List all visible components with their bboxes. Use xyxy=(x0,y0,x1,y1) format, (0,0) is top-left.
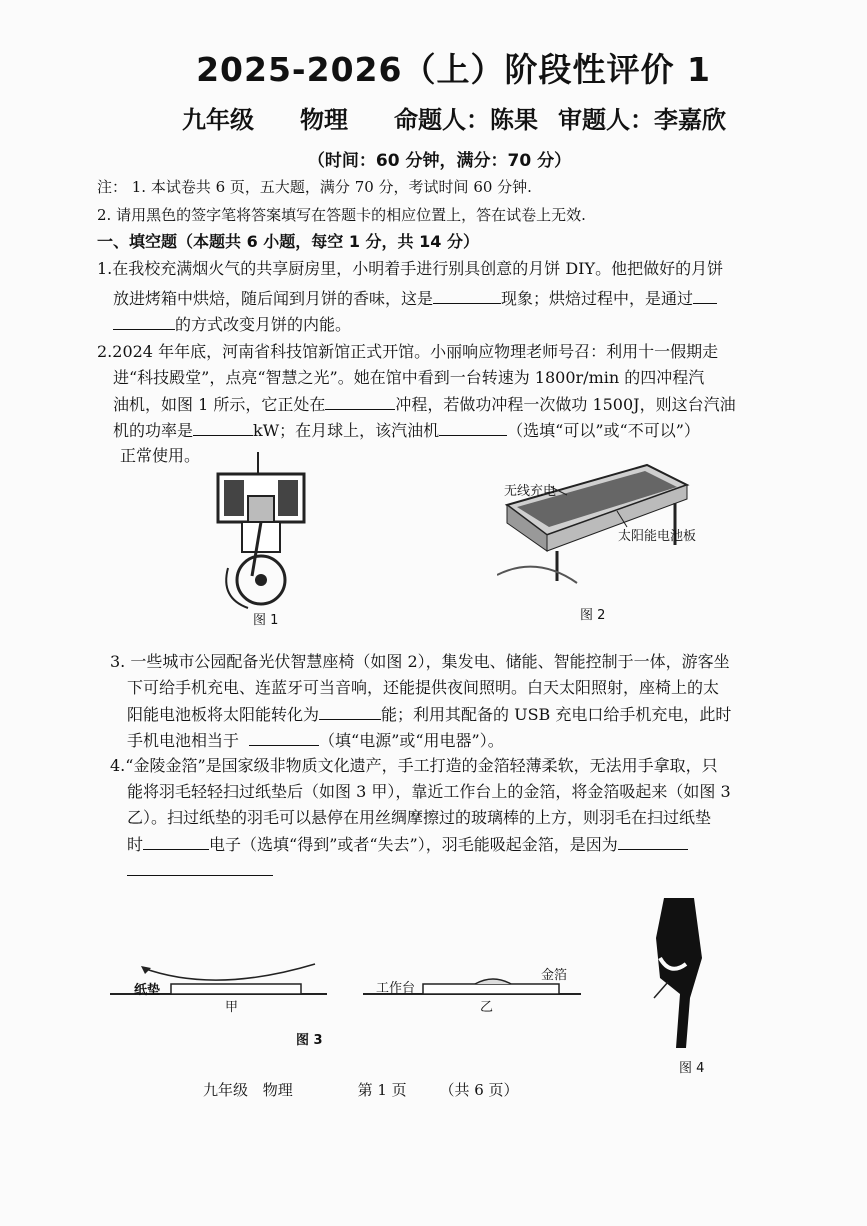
subject-label: 物理 xyxy=(300,106,348,134)
footer-subject: 物理 xyxy=(262,1081,293,1099)
gold-foil-figure xyxy=(105,950,585,1010)
figure-1-caption: 图 1 xyxy=(253,613,279,628)
answer-blank[interactable] xyxy=(618,834,688,850)
answer-blank[interactable] xyxy=(433,288,501,304)
figure-4-caption: 图 4 xyxy=(679,1061,705,1076)
solar-bench-figure xyxy=(497,455,695,585)
q4-line-5 xyxy=(127,860,273,880)
q2-line-2: 进“科技殿堂”，点亮“智慧之光”。她在馆中看到一台转速为 1800r/min 的四冲程汽 xyxy=(113,368,705,387)
answer-blank[interactable] xyxy=(143,834,209,850)
answer-blank[interactable] xyxy=(693,288,717,304)
exam-subtitle xyxy=(182,100,726,135)
label-solar-panel: 太阳能电池板 xyxy=(618,529,697,544)
label-jia: 甲 xyxy=(225,1000,239,1015)
q1-line-3: 的方式改变月饼的内能。 xyxy=(113,314,351,335)
engine-figure xyxy=(208,452,314,612)
answer-blank[interactable] xyxy=(249,730,319,746)
answer-blank[interactable] xyxy=(127,860,273,876)
q1-line-2: 放进烤箱中烘焙，随后闻到月饼的香味，这是 现象；烘焙过程中，是通过 xyxy=(113,288,717,309)
answer-blank[interactable] xyxy=(319,704,381,720)
q4-line-4: 时 电子（选填“得到”或者“失去”），羽毛能吸起金箔，是因为 xyxy=(127,834,688,855)
label-workbench: 工作台 xyxy=(376,981,416,996)
q2-line-4: 机的功率是 kW；在月球上，该汽油机 （选填“可以”或“不可以”） xyxy=(113,421,700,440)
q2-line-5: 正常使用。 xyxy=(120,446,201,465)
q3-line-3: 阳能电池板将太阳能转化为 能；利用其配备的 USB 充电口给手机充电，此时 xyxy=(127,705,732,724)
label-wireless-charging: 无线充电 xyxy=(504,484,557,499)
time-info: （时间：60 分钟，满分：70 分） xyxy=(307,151,572,171)
label-yi: 乙 xyxy=(480,1000,494,1015)
answer-blank[interactable] xyxy=(193,420,253,436)
q3-line-1: 3. 一些城市公园配备光伏智慧座椅（如图 2），集发电、储能、智能控制于一体，游客坐 xyxy=(110,652,730,671)
answer-blank[interactable] xyxy=(325,394,395,410)
section-1-heading: 一、填空题（本题共 6 小题，每空 1 分，共 14 分） xyxy=(97,232,479,251)
q2-line-3: 油机，如图 1 所示，它正处在 冲程，若做功冲程一次做功 1500J，则这台汽油 xyxy=(113,395,736,414)
grade-label: 九年级 xyxy=(182,106,254,134)
figure-3-caption: 图 3 xyxy=(296,1033,323,1048)
feather-rod-figure xyxy=(646,898,716,1048)
page-title: 2025-2026（上）阶段性评价 1 xyxy=(196,50,711,89)
answer-blank[interactable] xyxy=(113,314,175,330)
note-1: 注： 1. 本试卷共 6 页，五大题，满分 70 分，考试时间 60 分钟. xyxy=(97,178,532,196)
q4-line-2: 能将羽毛轻轻扫过纸垫后（如图 3 甲），靠近工作台上的金箔，将金箔吸起来（如图 3 xyxy=(127,782,731,801)
q4-line-3: 乙）。扫过纸垫的羽毛可以悬停在用丝绸摩擦过的玻璃棒的上方，则羽毛在扫过纸垫 xyxy=(127,808,712,827)
figure-2-caption: 图 2 xyxy=(580,608,606,623)
q2-line-1: 2.2024 年年底，河南省科技馆新馆正式开馆。小丽响应物理老师号召：利用十一假期走 xyxy=(97,342,719,361)
footer-total: （共 6 页） xyxy=(439,1081,519,1099)
reviewer-label: 审题人：李嘉欣 xyxy=(558,106,726,134)
label-paper-pad: 纸垫 xyxy=(134,983,161,998)
footer-page: 第 1 页 xyxy=(357,1081,407,1099)
q3-line-2: 下可给手机充电、连蓝牙可当音响，还能提供夜间照明。白天太阳照射，座椅上的太 xyxy=(127,678,720,697)
answer-blank[interactable] xyxy=(439,420,507,436)
q1-line-1: 1.在我校充满烟火气的共享厨房里，小明着手进行别具创意的月饼 DIY。他把做好的月饼 xyxy=(97,259,724,278)
q3-line-4: 手机电池相当于 （填“电源”或“用电器”）。 xyxy=(127,731,504,750)
author-label: 命题人：陈果 xyxy=(394,106,538,134)
note-2: 2. 请用黑色的签字笔将答案填写在答题卡的相应位置上，答在试卷上无效. xyxy=(97,206,586,224)
page-footer xyxy=(203,1079,529,1100)
q4-line-1: 4.“金陵金箔”是国家级非物质文化遗产，手工打造的金箔轻薄柔软，无法用手拿取，只 xyxy=(110,756,718,775)
label-gold-foil: 金箔 xyxy=(541,968,568,983)
footer-grade: 九年级 xyxy=(203,1081,249,1099)
